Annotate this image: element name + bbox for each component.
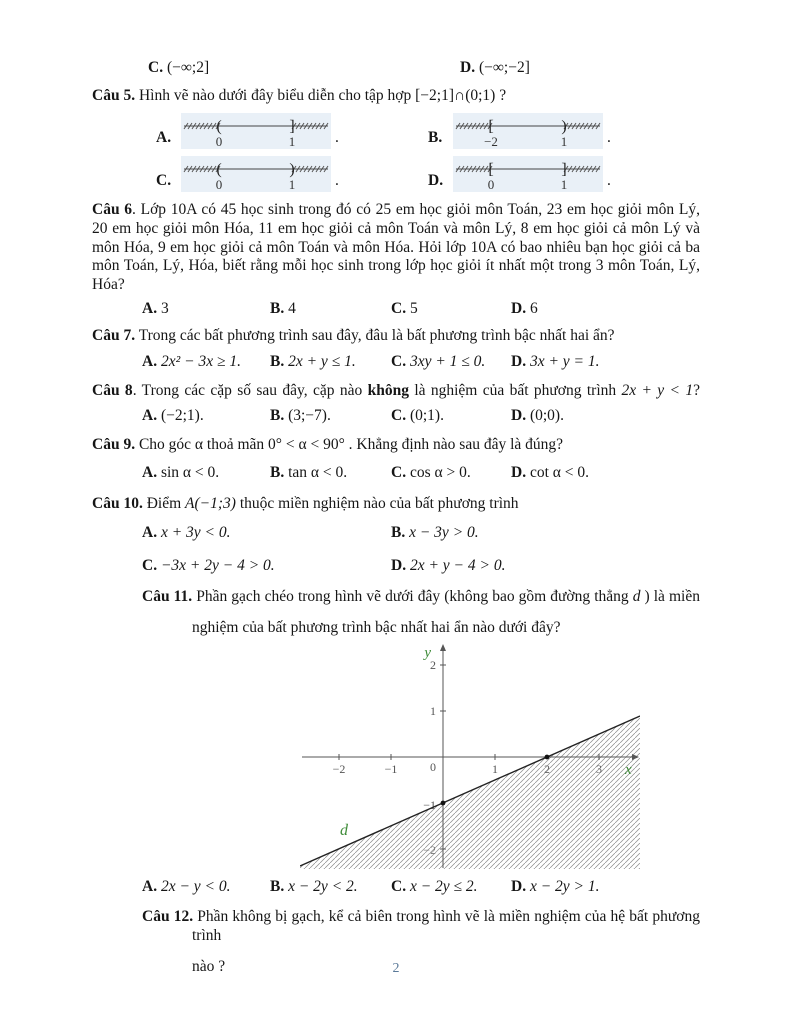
numberline-option-c — [156, 156, 428, 192]
option-label: D. — [428, 172, 444, 190]
y-tick-label: −1 — [423, 797, 436, 812]
left-bracket: ( — [216, 160, 222, 178]
option-c — [391, 299, 511, 318]
option-label: A. — [142, 353, 158, 371]
page-number: 2 — [392, 961, 400, 976]
question-11 — [92, 587, 700, 638]
numberline-row-2 — [156, 156, 700, 192]
right-number: 1 — [288, 133, 296, 149]
exam-content — [92, 58, 700, 977]
option-value: x − 2y < 2. — [288, 878, 358, 896]
question-math: 2x + y < 1 — [621, 382, 694, 400]
question-10-options-row1 — [142, 523, 700, 542]
question-5 — [92, 86, 700, 105]
option-label: D. — [460, 59, 476, 76]
option-c — [148, 58, 460, 77]
right-bracket: ) — [289, 160, 295, 178]
option-value: 2x + y − 4 > 0. — [409, 556, 506, 574]
option-label: D. — [511, 406, 527, 424]
option-value: 2x − y < 0. — [160, 878, 231, 896]
y-tick-label: 1 — [430, 703, 436, 718]
option-label: C. — [142, 556, 158, 574]
question-text: Cho góc α thoả mãn 0° < α < 90° . Khẳng định nào sau đây là đúng? — [138, 436, 564, 454]
option-a — [142, 406, 270, 425]
right-hatch — [292, 123, 328, 129]
option-value: 3xy + 1 ≤ 0. — [409, 353, 486, 371]
option-period: . — [607, 172, 611, 190]
option-label: B. — [428, 129, 443, 147]
option-label: A. — [142, 524, 158, 542]
option-value: (0;1). — [409, 406, 444, 424]
option-label: D. — [391, 556, 407, 574]
option-label: A. — [142, 463, 158, 481]
question-5-options — [156, 113, 700, 192]
point-2-0 — [545, 754, 550, 759]
question-line: Hóa? — [92, 276, 125, 294]
right-bracket: ] — [561, 160, 567, 178]
numberline-image-c — [181, 156, 331, 192]
question-label: Câu 12. — [142, 907, 194, 925]
question-line: nghiệm của bất phương trình bậc nhất hai ẩn nào dưới đây? — [192, 619, 561, 637]
option-a — [142, 877, 270, 896]
y-axis-label: y — [424, 644, 431, 661]
question-9 — [92, 435, 700, 454]
left-number: 0 — [215, 133, 223, 149]
right-hatch — [564, 123, 600, 129]
question-7 — [92, 326, 700, 345]
right-bracket: ] — [289, 117, 295, 135]
option-a — [142, 523, 391, 542]
option-d — [511, 299, 700, 318]
option-label: D. — [511, 463, 527, 481]
option-label: D. — [511, 878, 527, 896]
line-d-label: d — [340, 821, 348, 839]
option-label: A. — [142, 878, 158, 896]
option-period: . — [607, 129, 611, 147]
option-d — [391, 556, 700, 575]
question-math: A(−1;3) — [185, 494, 236, 512]
option-d — [460, 58, 530, 77]
option-value: cos α > 0. — [409, 463, 471, 481]
question-label: Câu 8 — [92, 382, 133, 400]
option-b — [270, 877, 391, 896]
option-label: B. — [391, 524, 406, 542]
option-value: sin α < 0. — [160, 463, 220, 481]
question-line: nào ? — [192, 958, 226, 976]
x-tick-label: 1 — [492, 761, 498, 776]
option-value: (0;0). — [529, 406, 564, 424]
option-b — [270, 406, 391, 425]
option-a — [142, 463, 270, 482]
x-tick-label: −1 — [384, 761, 398, 776]
left-number: −2 — [484, 133, 498, 149]
left-hatch — [456, 166, 492, 172]
left-bracket: [ — [488, 160, 494, 178]
x-tick-label: 3 — [596, 761, 602, 776]
option-value: x + 3y < 0. — [160, 524, 231, 542]
option-c — [391, 406, 511, 425]
x-axis-label: x — [625, 761, 632, 778]
left-bracket: [ — [488, 117, 494, 135]
left-hatch — [184, 123, 220, 129]
right-number: 1 — [288, 176, 296, 192]
option-label: B. — [270, 878, 285, 896]
question-11-options — [142, 877, 700, 896]
question-11-graph — [300, 643, 640, 874]
option-label: B. — [270, 463, 285, 481]
question-label: Câu 9. — [92, 436, 136, 454]
option-label: B. — [270, 406, 285, 424]
option-label: B. — [270, 300, 285, 318]
option-label: C. — [391, 353, 407, 371]
option-value: 4 — [288, 300, 296, 318]
option-b — [270, 299, 391, 318]
option-value: cot α < 0. — [529, 463, 590, 481]
right-number: 1 — [560, 133, 568, 149]
option-value: x − 2y ≤ 2. — [409, 878, 478, 896]
question-label: Câu 5. — [92, 87, 136, 105]
option-a — [142, 299, 270, 318]
question-6-options — [142, 299, 700, 318]
question-line: 20 em học giỏi môn Hóa, 11 em học giỏi cả môn Toán và môn Lý, 8 em học giỏi cả môn Lý và — [92, 219, 700, 237]
question-line — [142, 907, 700, 946]
question-line: môn Toán, Lý, Hóa, biết rằng mỗi học sinh trong lớp học giỏi ít nhất một trong 3 môn Toán, Lý, — [92, 257, 700, 275]
question-label: Câu 7. — [92, 326, 136, 344]
point-0-minus1 — [441, 800, 446, 805]
option-value: (3;−7). — [288, 406, 331, 424]
option-value: 2x² − 3x ≥ 1. — [160, 353, 241, 371]
option-value: x − 3y > 0. — [409, 524, 479, 542]
question-text: Hình vẽ nào dưới đây biểu diễn cho tập hợp [−2;1]∩(0;1) ? — [138, 87, 507, 105]
numberline-row-1 — [156, 113, 700, 149]
numberline-option-a — [156, 113, 428, 149]
option-label: C. — [148, 59, 164, 76]
option-label: A. — [156, 129, 172, 147]
prev-question-options — [148, 58, 700, 77]
y-axis-arrow — [440, 644, 446, 651]
question-text: Trong các bất phương trình sau đây, đâu là bất phương trình bậc nhất hai ẩn? — [138, 326, 615, 344]
question-text: . Lớp 10A có 45 học sinh trong đó có 25 em học giỏi môn Toán, 23 em học giỏi môn Lý, — [132, 200, 700, 218]
question-text: Điểm — [146, 494, 186, 512]
numberline-image-a — [181, 113, 331, 149]
option-d — [511, 406, 700, 425]
option-value: 3x + y = 1. — [529, 353, 600, 371]
x-tick-label: 2 — [544, 761, 550, 776]
option-b — [270, 352, 391, 371]
option-d — [511, 877, 700, 896]
question-label: Câu 11. — [142, 588, 193, 606]
question-10-options-row2 — [142, 556, 700, 575]
option-value: (−∞;−2] — [478, 59, 530, 76]
y-tick-label: −2 — [423, 842, 436, 857]
question-text: Phần không bị gạch, kể cả biên trong hình vẽ là miền nghiệm của hệ bất phương trình — [192, 907, 700, 944]
option-label: A. — [142, 406, 158, 424]
question-text: Phần gạch chéo trong hình vẽ dưới đây (không bao gồm đường thẳng — [196, 588, 633, 606]
question-math: d — [632, 588, 641, 606]
option-label: C. — [391, 300, 407, 318]
numberline-image-d — [453, 156, 603, 192]
left-hatch — [184, 166, 220, 172]
option-d — [511, 352, 700, 371]
origin-label: 0 — [430, 759, 436, 774]
option-value: 5 — [409, 300, 418, 318]
question-text: . Trong các cặp số sau đây, cặp nào — [132, 382, 368, 400]
option-label: D. — [511, 353, 527, 371]
question-text: ? — [693, 382, 700, 400]
numberline-option-d — [428, 156, 700, 192]
right-hatch — [292, 166, 328, 172]
question-label: Câu 10. — [92, 494, 143, 512]
question-bold-word: không — [367, 382, 409, 400]
question-8-options — [142, 406, 700, 425]
left-number: 0 — [487, 176, 495, 192]
x-tick-label: −2 — [332, 761, 346, 776]
option-a — [142, 352, 270, 371]
option-b — [270, 463, 391, 482]
option-d — [511, 463, 700, 482]
question-text: thuộc miền nghiệm nào của bất phương trình — [235, 494, 519, 512]
option-value: x − 2y > 1. — [529, 878, 600, 896]
left-hatch — [456, 123, 492, 129]
option-period: . — [335, 129, 339, 147]
option-c — [391, 352, 511, 371]
option-c — [391, 463, 511, 482]
option-label: A. — [142, 300, 158, 318]
option-label: B. — [270, 353, 285, 371]
right-hatch — [564, 166, 600, 172]
y-tick-label: 2 — [430, 657, 436, 672]
option-value: 6 — [529, 300, 538, 318]
question-10 — [92, 494, 700, 513]
question-line — [142, 587, 700, 606]
option-label: C. — [391, 463, 407, 481]
option-label: D. — [511, 300, 527, 318]
left-bracket: ( — [216, 117, 222, 135]
question-line — [92, 201, 700, 220]
option-value: (−2;1). — [160, 406, 204, 424]
option-value: −3x + 2y − 4 > 0. — [160, 556, 275, 574]
question-text: là nghiệm của bất phương trình — [408, 382, 622, 400]
option-value: 3 — [160, 300, 169, 318]
option-c — [391, 877, 511, 896]
option-label: C. — [156, 172, 172, 190]
right-number: 1 — [560, 176, 568, 192]
numberline-image-b — [453, 113, 603, 149]
option-value: (−∞;2] — [166, 59, 210, 76]
option-label: C. — [391, 406, 407, 424]
option-value: 2x + y ≤ 1. — [288, 353, 356, 371]
numberline-option-b — [428, 113, 700, 149]
question-text: ) là miền — [640, 588, 700, 606]
option-period: . — [335, 172, 339, 190]
option-label: C. — [391, 878, 407, 896]
option-b — [391, 523, 700, 542]
question-line: môn Hóa, 9 em học giỏi cả môn Toán và môn Hóa. Hỏi lớp 10A có bao nhiêu bạn học giỏi cả ba — [92, 238, 700, 256]
question-6 — [92, 201, 700, 296]
right-bracket: ) — [561, 117, 567, 135]
question-7-options — [142, 352, 700, 371]
question-9-options — [142, 463, 700, 482]
question-label: Câu 6 — [92, 200, 133, 218]
option-value: tan α < 0. — [288, 463, 348, 481]
question-8 — [92, 381, 700, 400]
option-c — [142, 556, 391, 575]
left-number: 0 — [215, 176, 223, 192]
